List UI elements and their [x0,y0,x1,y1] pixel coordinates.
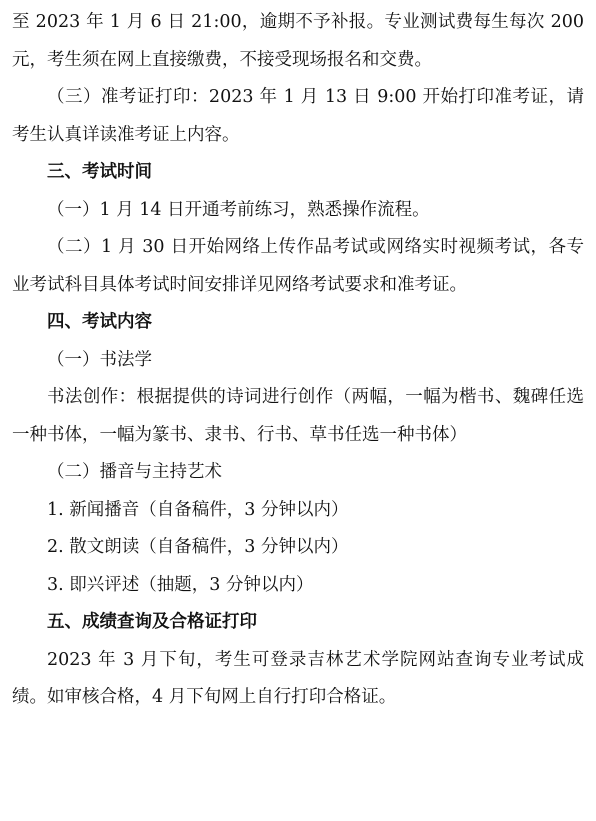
subheading-broadcasting: （二）播音与主持艺术 [47,462,222,482]
exam-time-item-2: （二）1 月 30 日开始网络上传作品考试或网络实时视频考试，各专业考试科目具体考试时间安排详见网络考试要求和准考证。 [12,237,584,295]
exam-time-item-1: （一）1 月 14 日开通考前练习，熟悉操作流程。 [47,199,430,220]
calligraphy-description: 书法创作：根据提供的诗词进行创作（两幅，一幅为楷书、魏碑任选一种书体，一幅为篆书、隶书、行书、草书任选一种书体） [12,387,584,445]
paragraph-admission-ticket: （三）准考证打印：2023 年 1 月 13 日 9:00 开始打印准考证，请考生认真详读准考证上内容。 [12,87,584,145]
broadcasting-list-item: 3. 即兴评述（抽题，3 分钟以内） [47,574,314,595]
heading-exam-content: 四、考试内容 [47,312,152,332]
paragraph-registration-deadline: 至 2023 年 1 月 6 日 21:00，逾期不予补报。专业测试费每生每次 200 元，考生须在网上直接缴费，不接受现场报名和交费。 [12,12,584,70]
results-query-text: 2023 年 3 月下旬，考生可登录吉林艺术学院网站查询专业考试成绩。如审核合格，4 月下旬网上自行打印合格证。 [12,649,584,707]
heading-exam-time: 三、考试时间 [47,162,152,182]
heading-results-query: 五、成绩查询及合格证打印 [47,612,257,632]
broadcasting-list-item: 2. 散文朗读（自备稿件，3 分钟以内） [47,537,349,557]
broadcasting-list-item: 1. 新闻播音（自备稿件，3 分钟以内） [47,499,349,520]
document-page [12,4,584,717]
subheading-calligraphy: （一）书法学 [47,349,152,370]
